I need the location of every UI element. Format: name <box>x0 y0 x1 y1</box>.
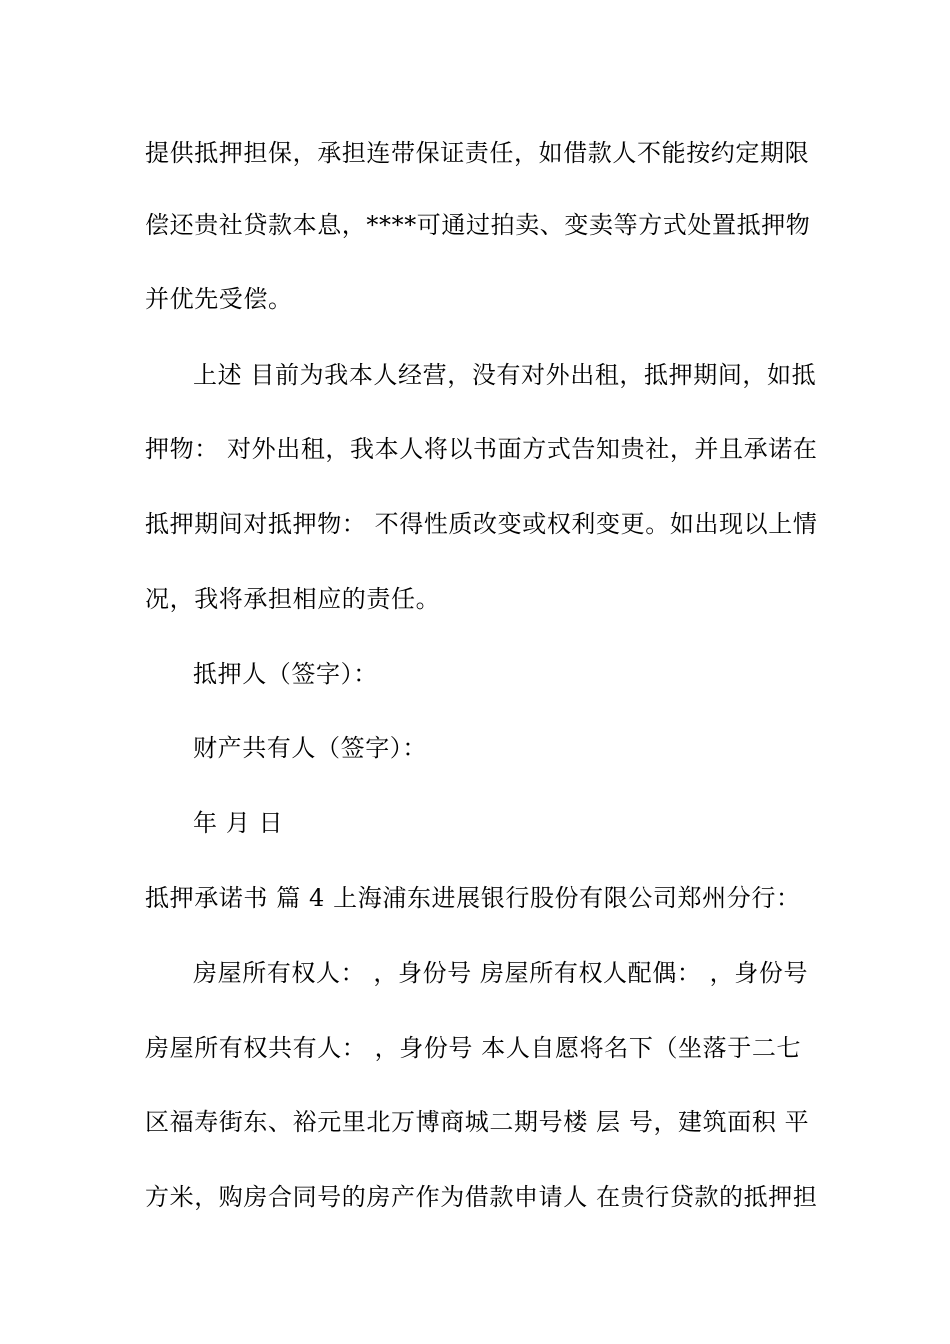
paragraph-line-7: 况，我将承担相应的责任。 <box>145 585 441 613</box>
paragraph-line-12: 房屋所有权人： ，身份号 房屋所有权人配偶： ，身份号 <box>193 959 809 987</box>
signature-mortgagor-line: 抵押人（签字）： <box>193 660 378 688</box>
paragraph-line-15: 方米，购房合同号的房产作为借款申请人 在贵行贷款的抵押担 <box>145 1183 818 1211</box>
paragraph-line-6: 抵押期间对抵押物： 不得性质改变或权利变更。如出现以上情 <box>145 510 818 538</box>
signature-coowner-line: 财产共有人（签字）： <box>193 734 427 762</box>
date-line: 年 月 日 <box>193 809 284 837</box>
section-heading-line: 抵押承诺书 篇 4 上海浦东进展银行股份有限公司郑州分行： <box>145 884 801 912</box>
paragraph-line-13: 房屋所有权共有人： ，身份号 本人自愿将名下（坐落于二七 <box>145 1034 802 1062</box>
paragraph-line-14: 区福寿街东、裕元里北万博商城二期号楼 层 号，建筑面积 平 <box>145 1108 810 1136</box>
paragraph-line-2: 偿还贵社贷款本息，****可通过拍卖、变卖等方式处置抵押物 <box>145 211 811 239</box>
paragraph-line-3: 并优先受偿。 <box>145 285 293 313</box>
paragraph-line-1: 提供抵押担保，承担连带保证责任，如借款人不能按约定期限 <box>145 139 810 167</box>
paragraph-line-4: 上述 目前为我本人经营，没有对外出租，抵押期间，如抵 <box>193 361 817 389</box>
paragraph-line-5: 押物： 对外出租，我本人将以书面方式告知贵社，并且承诺在 <box>145 435 818 463</box>
